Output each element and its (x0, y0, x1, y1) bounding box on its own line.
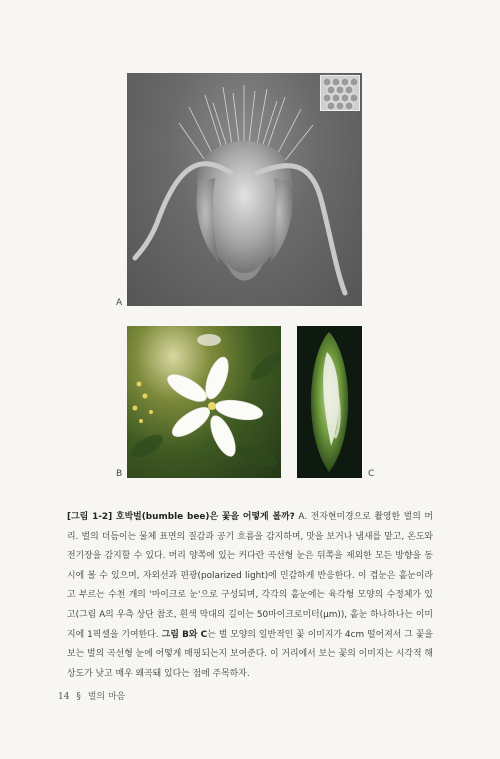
figure-caption (67, 508, 433, 684)
caption-body-1: A. 전자현미경으로 촬영한 벌의 머리. 벌의 더듬이는 물체 표면의 질감과 공기 흐름을 감지하며, 맛을 보거나 냄새를 맡고, 온도와 전기장을 감지할 수 있다. 머리 양쪽에 있는 커다란 곡선형 눈은 뒤쪽을 제외한 모든 방향을 동시에 볼 수 있으며, 자외선과 편광(polarized light)에 민감하게 반응한다. 이 겹눈은 홑눈이라고 부르는 수천 개의 '마이크로 눈'으로 구성되며, 각각의 홑눈에는 육각형 모양의 수정체가 있고(그림 A의 우측 상단 참조, 흰색 막대의 길이는 50마이크로미터(μm)), 홑눈 하나하나는 이미지에 1픽셀을 기여한다. (67, 512, 434, 640)
figure-label-c: C (368, 469, 375, 479)
caption-lead: [그림 1-2] 호박벌(bumble bee)은 꽃을 어떻게 볼까? (67, 512, 295, 522)
caption-body-2: 는 벌 모양의 일반적인 꽃 이미지가 4cm 떨어져서 그 꽃을 보는 벌의 곡선형 눈에 어떻게 매핑되는지 보여준다. 이 거리에서 보는 꽃의 이미지는 시각적 해상도가 낮고 매우 왜곡돼 있다는 점에 주목하자. (67, 629, 433, 679)
figure-label-a: A (116, 298, 123, 308)
figure-label-b: B (116, 469, 123, 479)
white-flower-illustration (127, 326, 281, 478)
flower-photo (127, 326, 281, 478)
bee-eye-view-image (297, 326, 362, 478)
distorted-flower-illustration (297, 326, 362, 478)
section-mark: § (76, 692, 81, 702)
caption-bold-reference: 그림 B와 C (158, 629, 208, 640)
book-title: 벌의 마음 (87, 692, 126, 702)
bee-head-sem-image (127, 73, 362, 306)
ommatidia-inset (320, 75, 360, 111)
page-number: 14 (58, 692, 70, 702)
page-footer (58, 689, 129, 702)
